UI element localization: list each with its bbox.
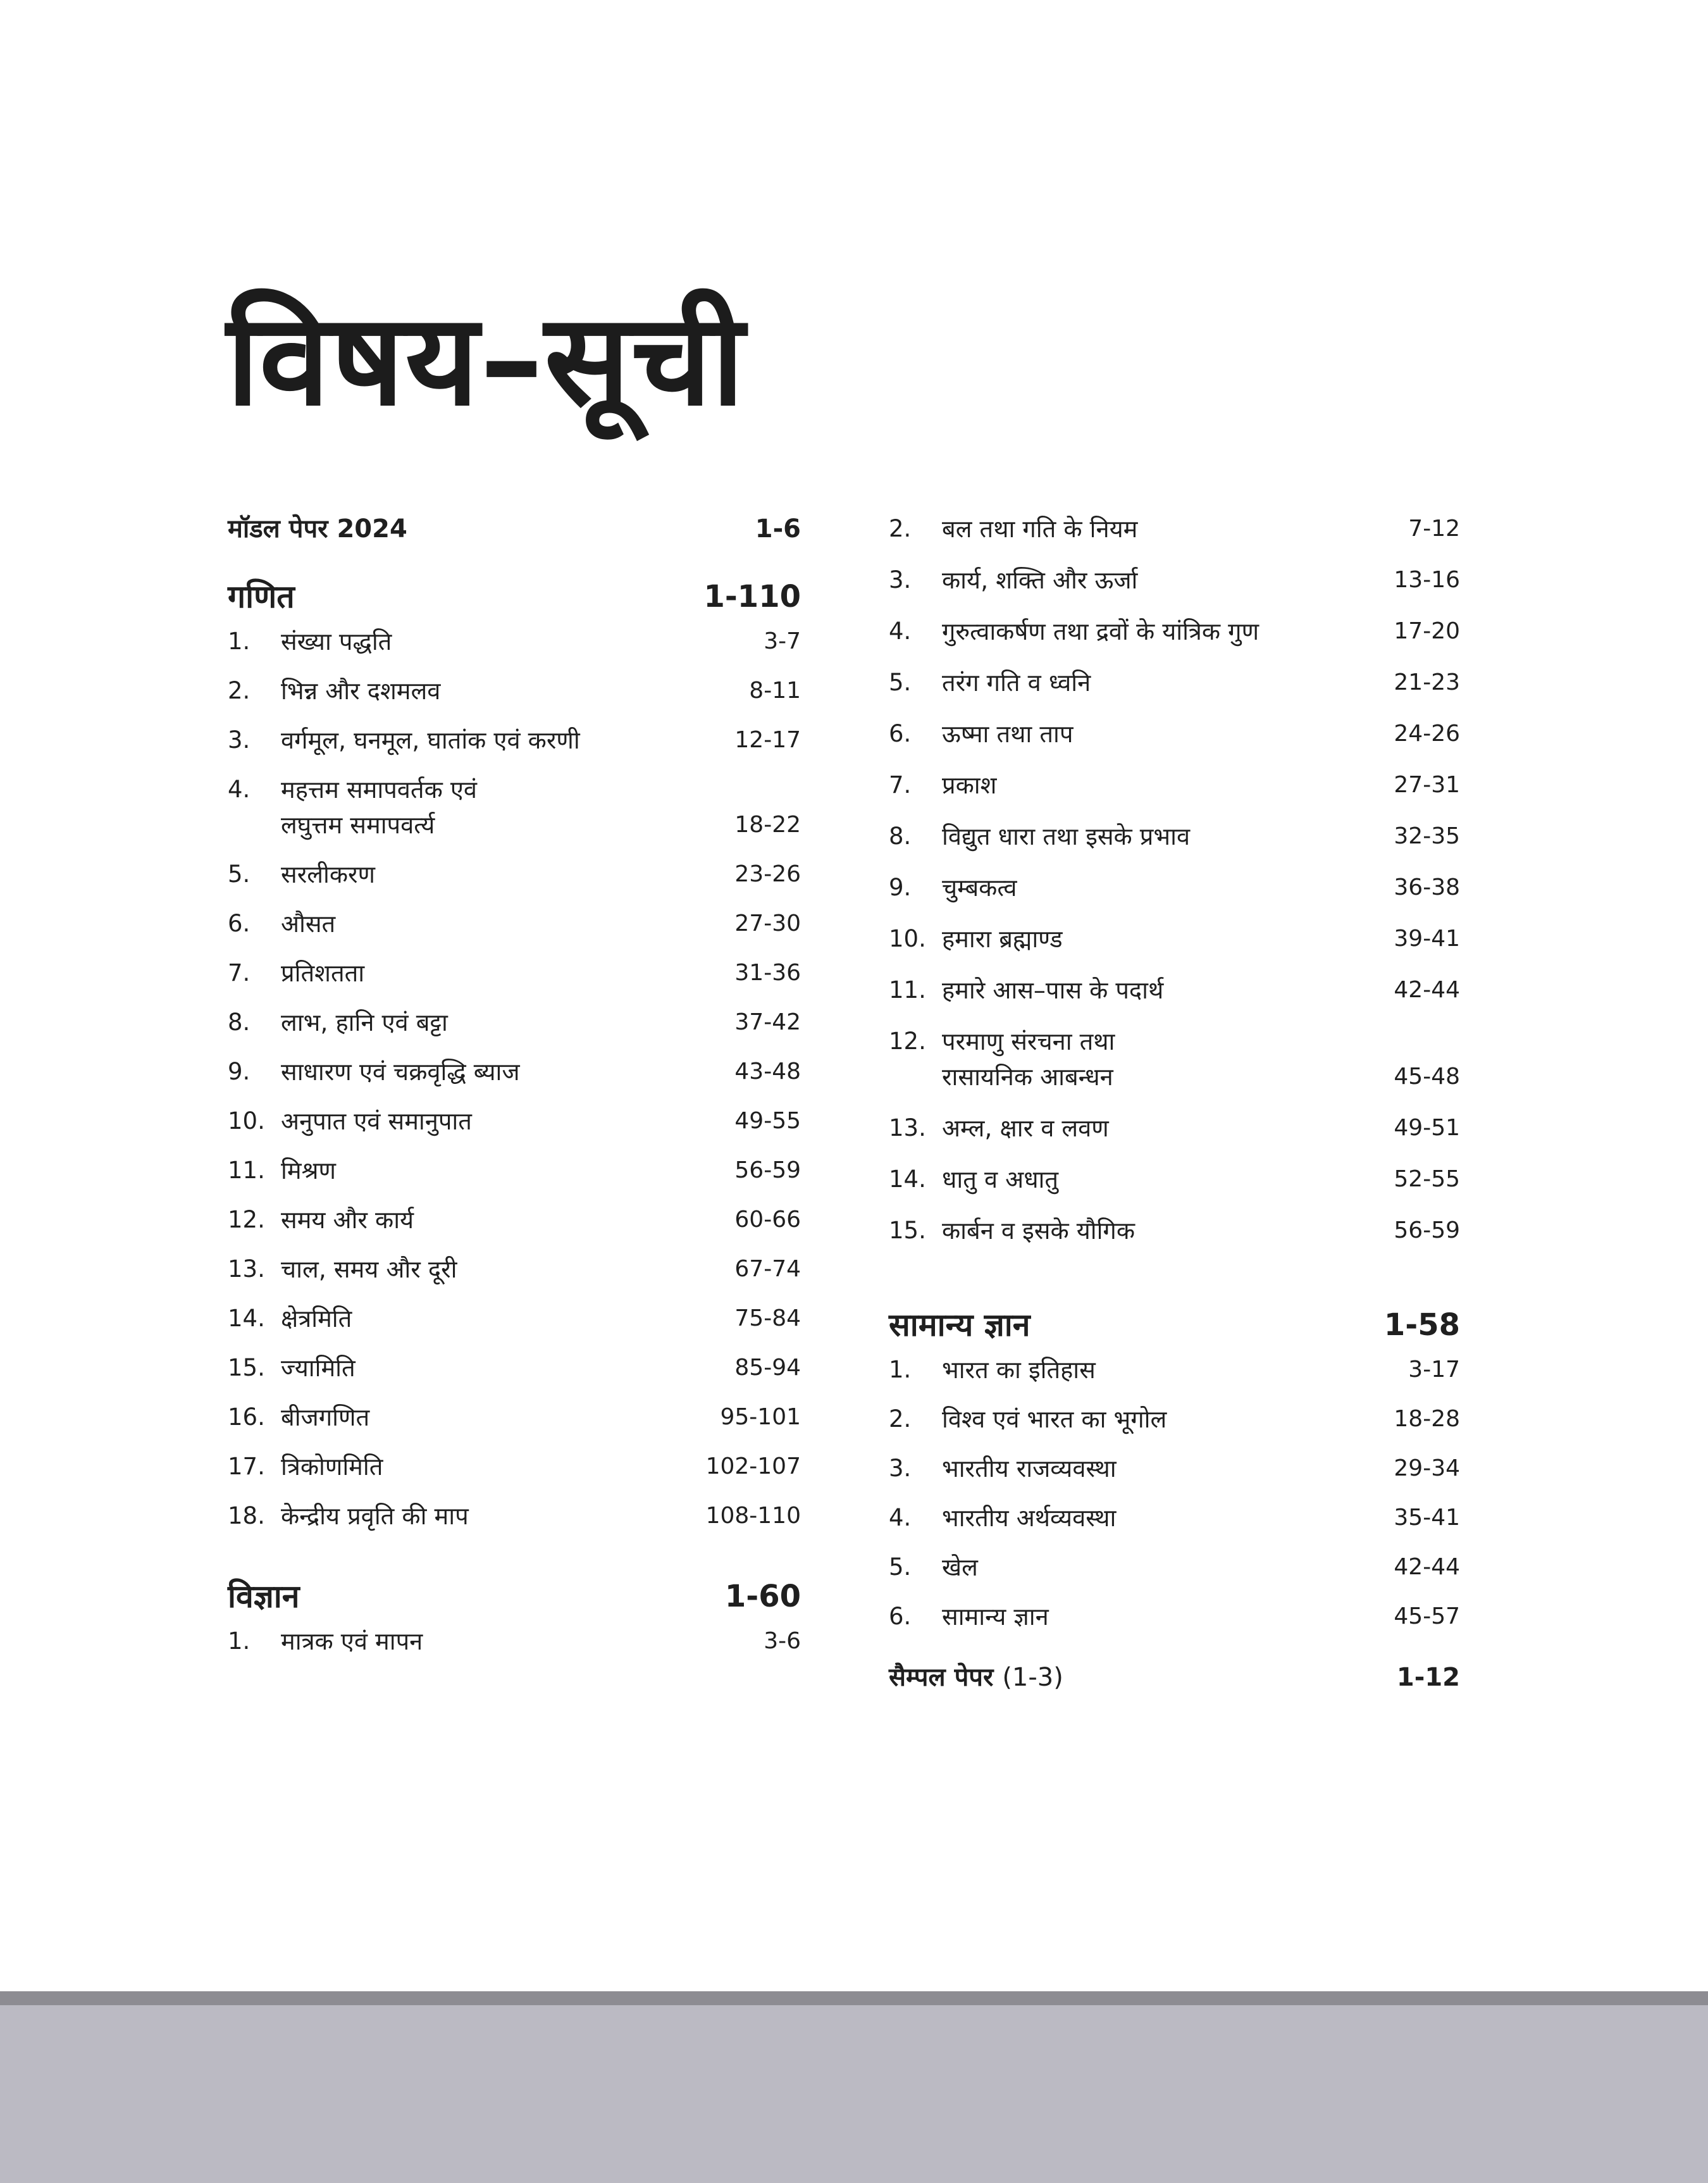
toc-item[interactable]	[228, 723, 801, 758]
item-label: संख्या पद्धति	[281, 628, 392, 656]
toc-item[interactable]	[228, 673, 801, 709]
item-pages: 67-74	[734, 1256, 801, 1282]
item-label-line-1: महत्तम समापवर्तक एवं	[281, 776, 477, 804]
item-pages: 7-12	[1408, 516, 1460, 542]
item-pages: 32-35	[1394, 823, 1460, 849]
item-number: 16.	[228, 1403, 265, 1431]
item-label-line-2: रासायनिक आबन्धन	[942, 1063, 1113, 1091]
item-label: औसत	[281, 910, 336, 938]
page-title: विषय–सूची	[226, 287, 746, 434]
toc-item[interactable]	[228, 1153, 801, 1188]
item-label: हमारे आस–पास के पदार्थ	[942, 976, 1164, 1004]
toc-item[interactable]	[228, 1400, 801, 1435]
item-pages: 45-48	[1394, 1064, 1460, 1090]
item-pages: 43-48	[734, 1059, 801, 1085]
item-number: 13.	[889, 1114, 926, 1141]
item-number: 1.	[228, 628, 251, 655]
section-title: गणित	[228, 578, 295, 615]
item-pages: 85-94	[734, 1355, 801, 1381]
item-number: 13.	[228, 1255, 265, 1283]
item-label: प्रकाश	[942, 771, 997, 799]
toc-item[interactable]	[228, 1624, 801, 1659]
item-label: वर्गमूल, घनमूल, घातांक एवं करणी	[281, 726, 580, 754]
item-label: सामान्य ज्ञान	[942, 1603, 1049, 1631]
toc-item[interactable]	[889, 1352, 1460, 1388]
toc-item[interactable]	[228, 1202, 801, 1238]
toc-item[interactable]	[889, 563, 1460, 598]
item-label: लाभ, हानि एवं बट्टा	[281, 1009, 448, 1036]
item-label: कार्य, शक्ति और ऊर्जा	[942, 566, 1138, 594]
item-pages: 56-59	[734, 1157, 801, 1183]
item-label: सरलीकरण	[281, 861, 376, 888]
item-label: भिन्न और दशमलव	[281, 677, 441, 705]
section-pages: 1-60	[724, 1579, 801, 1614]
footer-stripe	[0, 1991, 1708, 2005]
item-label: धातु व अधातु	[942, 1166, 1059, 1193]
item-pages: 24-26	[1394, 721, 1460, 747]
toc-left-column	[228, 511, 801, 1673]
item-pages: 18-22	[734, 812, 801, 838]
item-pages: 42-44	[1394, 1554, 1460, 1580]
item-label: हमारा ब्रह्माण्ड	[942, 925, 1063, 953]
item-number: 4.	[889, 618, 912, 645]
item-number: 6.	[889, 720, 912, 747]
toc-item[interactable]	[889, 1162, 1460, 1197]
item-number: 3.	[889, 1455, 912, 1482]
toc-item[interactable]	[228, 857, 801, 892]
item-pages: 18-28	[1394, 1406, 1460, 1432]
toc-item[interactable]	[889, 716, 1460, 752]
item-number: 5.	[889, 1553, 912, 1581]
item-number: 18.	[228, 1502, 265, 1529]
section-heading-ganit[interactable]	[228, 575, 801, 619]
sample-paper-title: सैम्पल पेपर	[889, 1663, 994, 1692]
footer-band	[0, 2005, 1708, 2183]
toc-item[interactable]	[228, 1350, 801, 1386]
item-number: 3.	[228, 726, 251, 754]
toc-entry-sample-paper[interactable]	[889, 1660, 1460, 1695]
toc-right-column	[889, 511, 1460, 1695]
item-number: 14.	[889, 1166, 926, 1193]
item-label: समय और कार्य	[281, 1206, 414, 1234]
item-label: त्रिकोणमिति	[281, 1453, 383, 1481]
sample-paper-pages: 1-12	[1396, 1663, 1460, 1692]
toc-item[interactable]	[889, 1599, 1460, 1634]
item-pages: 36-38	[1394, 874, 1460, 900]
item-pages: 3-7	[764, 628, 801, 654]
toc-item[interactable]	[889, 870, 1460, 905]
toc-item[interactable]	[228, 1498, 801, 1534]
item-label: क्षेत्रमिति	[281, 1305, 352, 1333]
toc-item[interactable]	[889, 1451, 1460, 1486]
item-pages: 52-55	[1394, 1166, 1460, 1192]
item-number: 8.	[889, 823, 912, 850]
item-pages: 95-101	[720, 1404, 801, 1430]
item-number: 6.	[228, 910, 251, 937]
item-number: 4.	[228, 776, 251, 803]
item-number: 10.	[228, 1107, 265, 1135]
item-number: 1.	[889, 1356, 912, 1383]
item-label: मात्रक एवं मापन	[281, 1627, 423, 1655]
section-title: विज्ञान	[228, 1578, 300, 1615]
item-pages: 27-31	[1394, 772, 1460, 798]
item-pages: 49-55	[734, 1108, 801, 1134]
item-pages: 108-110	[705, 1503, 801, 1529]
toc-entry-model-paper[interactable]	[228, 511, 801, 547]
toc-item[interactable]	[889, 1550, 1460, 1585]
toc-item[interactable]	[228, 1104, 801, 1139]
item-pages: 17-20	[1394, 618, 1460, 644]
item-label: अम्ल, क्षार व लवण	[942, 1114, 1109, 1142]
toc-item[interactable]	[889, 1213, 1460, 1248]
item-label: भारतीय राजव्यवस्था	[942, 1455, 1117, 1483]
toc-item[interactable]	[889, 921, 1460, 957]
item-number: 9.	[228, 1058, 251, 1085]
item-label: भारत का इतिहास	[942, 1356, 1096, 1384]
model-paper-pages: 1-6	[755, 514, 801, 544]
toc-item[interactable]	[228, 906, 801, 942]
item-number: 2.	[228, 677, 251, 704]
item-pages: 8-11	[749, 678, 801, 704]
toc-item[interactable]	[228, 1449, 801, 1484]
toc-item[interactable]	[228, 1054, 801, 1090]
item-pages: 102-107	[705, 1453, 801, 1479]
section-pages: 1-110	[703, 579, 801, 614]
item-label: कार्बन व इसके यौगिक	[942, 1217, 1136, 1245]
toc-item[interactable]	[889, 1024, 1460, 1095]
item-pages: 31-36	[734, 960, 801, 986]
item-pages: 45-57	[1394, 1603, 1460, 1629]
toc-item[interactable]	[228, 1005, 801, 1040]
toc-item[interactable]	[889, 1402, 1460, 1437]
item-label: तरंग गति व ध्वनि	[942, 669, 1091, 697]
item-pages: 56-59	[1394, 1217, 1460, 1243]
item-pages: 37-42	[734, 1009, 801, 1035]
item-number: 11.	[889, 976, 926, 1004]
item-pages: 35-41	[1394, 1505, 1460, 1531]
item-label-line-1: परमाणु संरचना तथा	[942, 1028, 1115, 1055]
item-label: गुरुत्वाकर्षण तथा द्रवों के यांत्रिक गुण	[942, 618, 1259, 645]
item-number: 2.	[889, 1405, 912, 1433]
item-label: मिश्रण	[281, 1157, 336, 1185]
item-label: भारतीय अर्थव्यवस्था	[942, 1504, 1117, 1532]
item-label: बल तथा गति के नियम	[942, 515, 1138, 543]
item-label: विद्युत धारा तथा इसके प्रभाव	[942, 823, 1191, 850]
section-heading-samanya-gyan[interactable]	[889, 1303, 1460, 1347]
toc-item[interactable]	[889, 614, 1460, 649]
item-number: 12.	[889, 1028, 926, 1055]
item-number: 4.	[889, 1504, 912, 1531]
item-number: 14.	[228, 1305, 265, 1332]
item-label: प्रतिशतता	[281, 959, 365, 987]
item-number: 7.	[889, 771, 912, 799]
toc-item[interactable]	[889, 665, 1460, 700]
sample-paper-label	[889, 1660, 1397, 1695]
toc-item[interactable]	[228, 1301, 801, 1336]
item-label: चुम्बकत्व	[942, 874, 1017, 902]
section-pages: 1-58	[1383, 1307, 1460, 1343]
item-number: 8.	[228, 1009, 251, 1036]
item-number: 7.	[228, 959, 251, 986]
item-pages: 12-17	[734, 727, 801, 753]
item-number: 3.	[889, 566, 912, 594]
item-number: 15.	[228, 1354, 265, 1381]
item-label: बीजगणित	[281, 1403, 370, 1431]
item-label: चाल, समय और दूरी	[281, 1255, 457, 1283]
item-number: 5.	[889, 669, 912, 696]
item-pages: 27-30	[734, 911, 801, 936]
item-pages: 60-66	[734, 1207, 801, 1233]
item-label	[942, 1024, 1394, 1095]
toc-item[interactable]	[889, 973, 1460, 1008]
item-pages: 23-26	[734, 861, 801, 887]
item-label	[281, 772, 734, 843]
item-pages: 13-16	[1394, 567, 1460, 593]
toc-item[interactable]	[228, 955, 801, 991]
item-pages: 3-17	[1408, 1357, 1460, 1383]
toc-item[interactable]	[228, 772, 801, 843]
item-number: 15.	[889, 1217, 926, 1244]
toc-item[interactable]	[889, 511, 1460, 547]
toc-item[interactable]	[889, 1500, 1460, 1536]
item-label: खेल	[942, 1553, 978, 1581]
item-pages: 29-34	[1394, 1455, 1460, 1481]
item-label: विश्व एवं भारत का भूगोल	[942, 1405, 1167, 1433]
item-number: 9.	[889, 874, 912, 901]
item-label: साधारण एवं चक्रवृद्धि ब्याज	[281, 1058, 520, 1086]
item-pages: 42-44	[1394, 977, 1460, 1003]
item-number: 12.	[228, 1206, 265, 1233]
model-paper-label: मॉडल पेपर 2024	[228, 514, 407, 544]
item-number: 6.	[889, 1603, 912, 1630]
sample-paper-range: (1-3)	[1002, 1663, 1063, 1692]
item-number: 11.	[228, 1157, 265, 1184]
item-pages: 75-84	[734, 1305, 801, 1331]
item-number: 1.	[228, 1627, 251, 1655]
toc-item[interactable]	[889, 819, 1460, 854]
item-number: 17.	[228, 1453, 265, 1480]
toc-item[interactable]	[228, 1252, 801, 1287]
section-heading-vigyan[interactable]	[228, 1574, 801, 1619]
item-pages: 39-41	[1394, 926, 1460, 952]
item-pages: 3-6	[764, 1628, 801, 1654]
toc-item[interactable]	[889, 1110, 1460, 1146]
section-title: सामान्य ज्ञान	[889, 1307, 1030, 1343]
toc-item[interactable]	[889, 768, 1460, 803]
item-label: ज्यामिति	[281, 1354, 356, 1382]
item-number: 2.	[889, 515, 912, 542]
item-label: ऊष्मा तथा ताप	[942, 720, 1074, 748]
item-number: 5.	[228, 861, 251, 888]
item-label-line-2: लघुत्तम समापवर्त्य	[281, 811, 435, 839]
item-label: अनुपात एवं समानुपात	[281, 1107, 472, 1135]
item-number: 10.	[889, 925, 926, 952]
item-pages: 21-23	[1394, 669, 1460, 695]
item-pages: 49-51	[1394, 1115, 1460, 1141]
toc-item[interactable]	[228, 624, 801, 659]
item-label: केन्द्रीय प्रवृति की माप	[281, 1502, 469, 1530]
